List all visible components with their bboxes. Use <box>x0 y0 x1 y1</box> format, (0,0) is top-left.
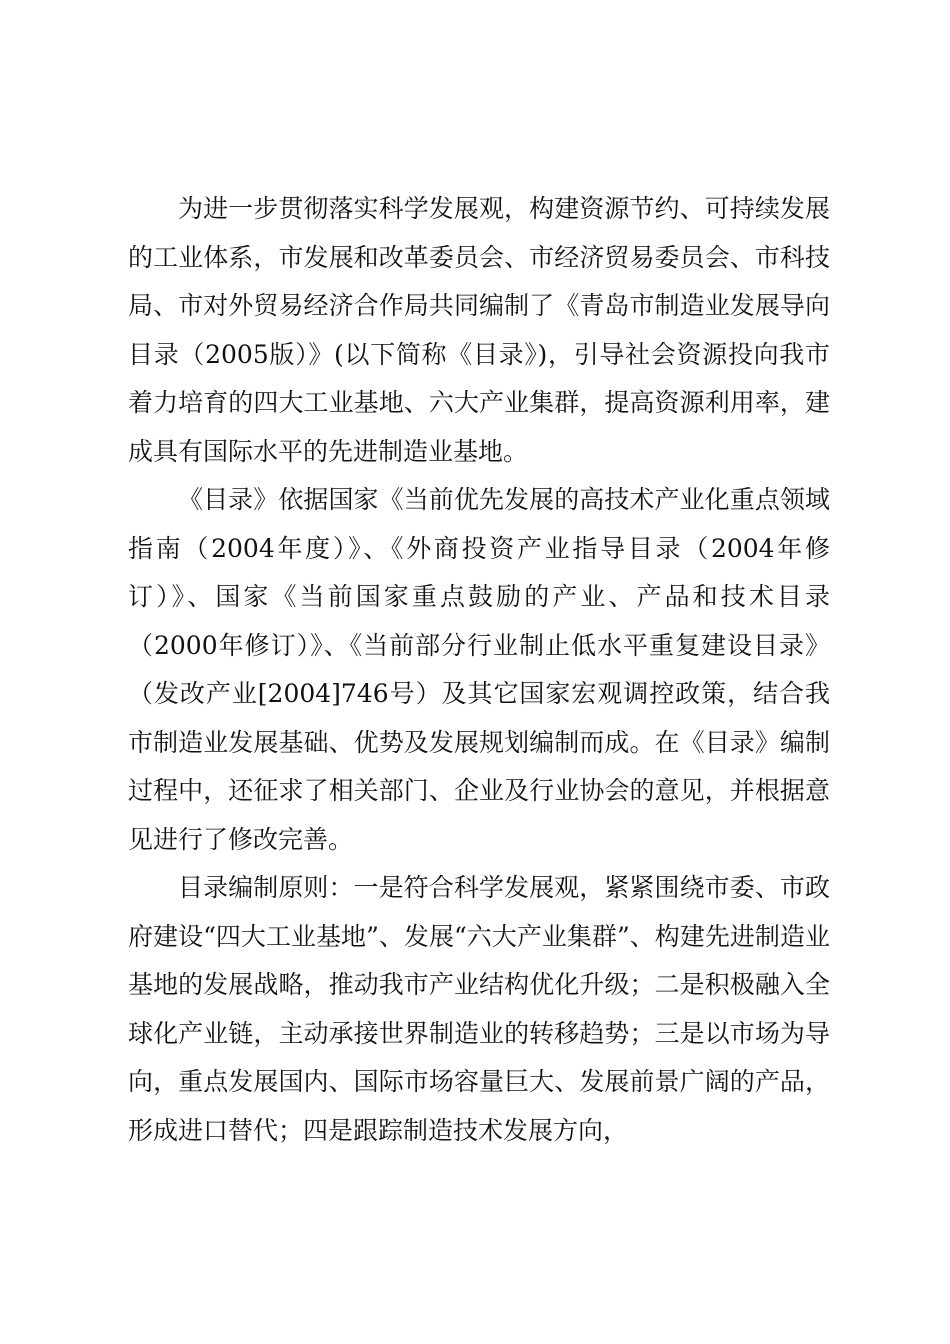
paragraph-intro: 为进一步贯彻落实科学发展观，构建资源节约、可持续发展的工业体系，市发展和改革委员会、市经济贸易委员会、市科技局、市对外贸易经济合作局共同编制了《青岛市制造业发展导向目录（2005版）》(以下简称《目录》)，引导社会资源投向我市着力培育的四大工业基地、六大产业集群，提高资源利用率，建成具有国际水平的先进制造业基地。 <box>128 194 830 466</box>
paragraph-basis: 《目录》依据国家《当前优先发展的高技术产业化重点领域指南（2004年度）》、《外商投资产业指导目录（2004年修订）》、国家《当前国家重点鼓励的产业、产品和技术目录（2000年修订）》、《当前部分行业制止低水平重复建设目录》（发改产业[2004]746号）及其它国家宏观调控政策，结合我市制造业发展基础、优势及发展规划编制而成。在《目录》编制过程中，还征求了相关部门、企业及行业协会的意见，并根据意见进行了修改完善。 <box>128 485 830 854</box>
paragraph-principles: 目录编制原则：一是符合科学发展观，紧紧围绕市委、市政府建设“四大工业基地”、发展“六大产业集群”、构建先进制造业基地的发展战略，推动我市产业结构优化升级；二是积极融入全球化产业链，主动承接世界制造业的转移趋势；三是以市场为导向，重点发展国内、国际市场容量巨大、发展前景广阔的产品，形成进口替代；四是跟踪制造技术发展方向， <box>128 873 830 1145</box>
document-body <box>128 185 830 1155</box>
